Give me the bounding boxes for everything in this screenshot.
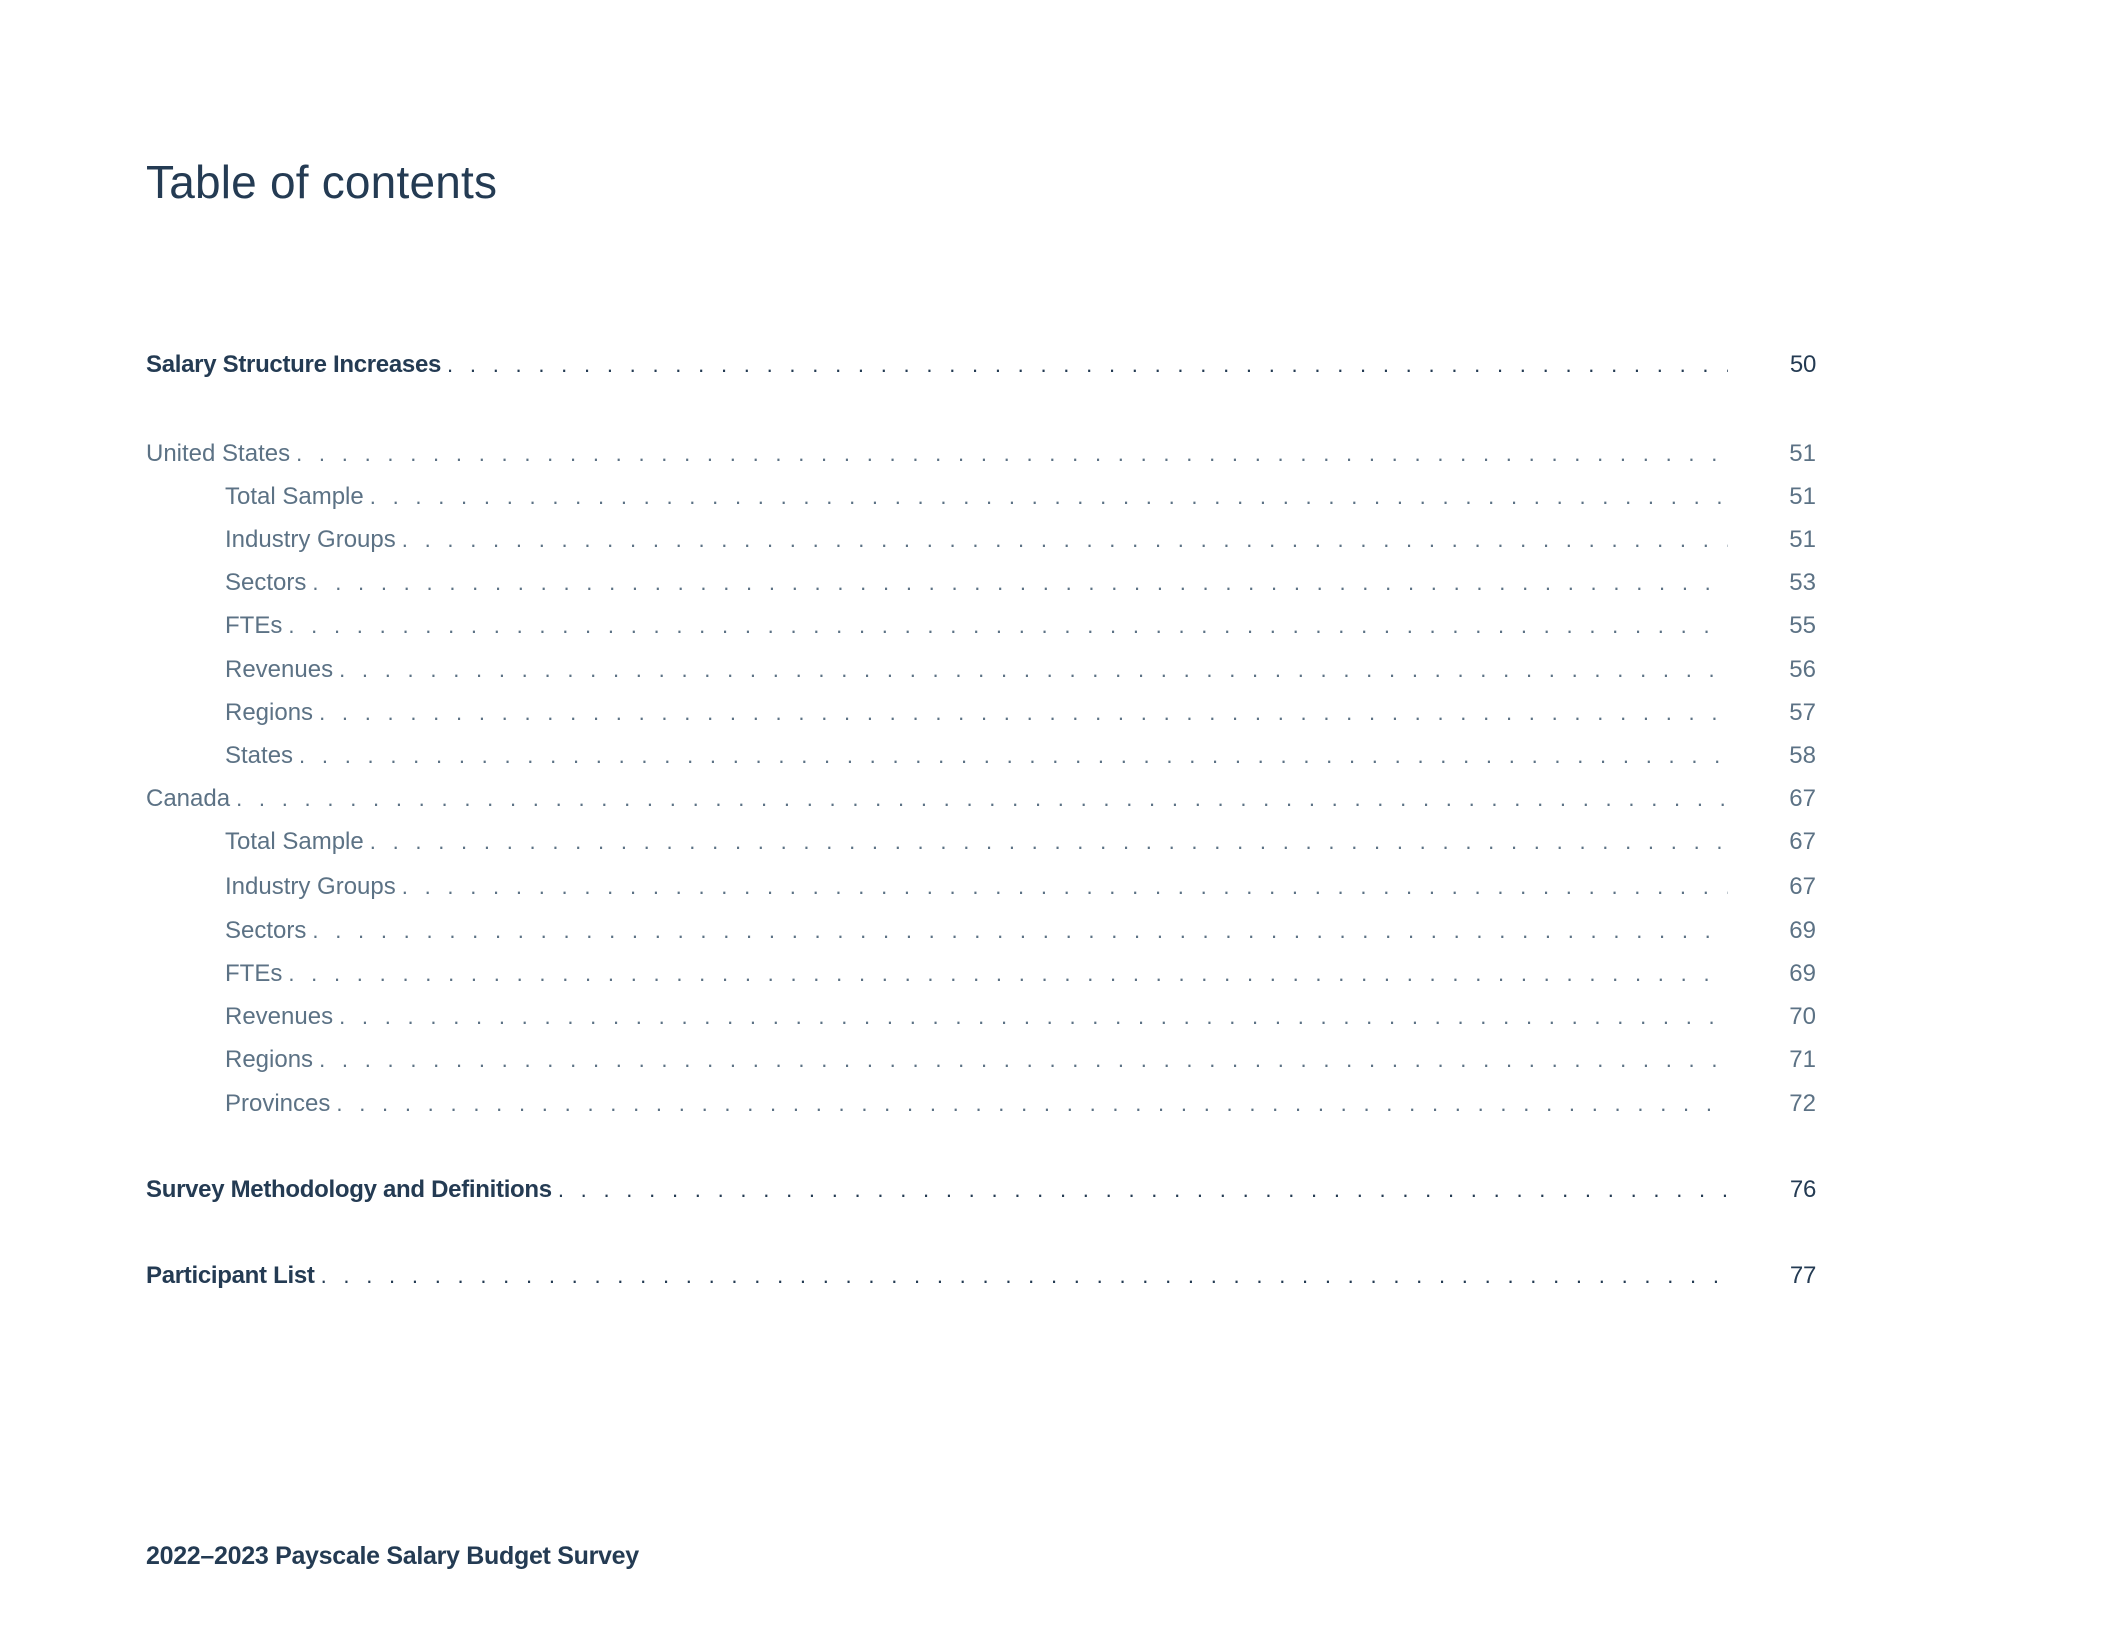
toc-entry-us-regions[interactable] — [146, 699, 1816, 735]
toc-entry-page: 71 — [1789, 1046, 1816, 1073]
dot-leader — [339, 1004, 1728, 1030]
toc-entry-ca-revenues[interactable] — [146, 1003, 1816, 1039]
toc-entry-us-revenues[interactable] — [146, 656, 1816, 692]
dot-leader — [370, 829, 1728, 855]
toc-entry-us-sectors[interactable] — [146, 569, 1816, 605]
dot-leader — [296, 441, 1728, 467]
dot-leader — [288, 613, 1728, 639]
dot-leader — [288, 961, 1728, 987]
toc-entry-label: Total Sample — [225, 828, 364, 855]
page-title: Table of contents — [146, 155, 498, 208]
toc-entry-page: 51 — [1789, 526, 1816, 553]
dot-leader — [558, 1177, 1728, 1203]
toc-entry-participant-list[interactable] — [146, 1262, 1816, 1298]
dot-leader — [299, 743, 1728, 769]
toc-entry-label: Revenues — [225, 656, 334, 683]
toc-entry-page: 67 — [1789, 785, 1816, 812]
dot-leader — [447, 352, 1728, 378]
toc-entry-label: Salary Structure Increases — [146, 351, 442, 378]
toc-entry-label: FTEs — [225, 612, 283, 639]
toc-entry-page: 51 — [1789, 440, 1816, 467]
toc-entry-page: 77 — [1789, 1262, 1816, 1289]
toc-entry-page: 51 — [1789, 483, 1816, 510]
toc-entry-page: 69 — [1789, 917, 1816, 944]
toc-entry-label: Provinces — [225, 1090, 331, 1117]
toc-entry-label: Survey Methodology and Definitions — [146, 1176, 552, 1203]
toc-entry-page: 69 — [1789, 960, 1816, 987]
toc-entry-label: Sectors — [225, 917, 307, 944]
toc-entry-label: Participant List — [146, 1262, 315, 1289]
toc-entry-us-states[interactable] — [146, 742, 1816, 778]
dot-leader — [339, 657, 1728, 683]
toc-entry-label: United States — [146, 440, 291, 467]
toc-entry-canada[interactable] — [146, 785, 1816, 821]
toc-entry-page: 58 — [1789, 742, 1816, 769]
toc-entry-us-total-sample[interactable] — [146, 483, 1816, 519]
dot-leader — [370, 484, 1728, 510]
toc-entry-ca-total-sample[interactable] — [146, 828, 1816, 864]
toc-entry-page: 55 — [1789, 612, 1816, 639]
toc-entry-label: Regions — [225, 1046, 314, 1073]
toc-entry-salary-structure-increases[interactable] — [146, 351, 1816, 387]
toc-entry-ca-ftes[interactable] — [146, 960, 1816, 996]
toc-entry-label: Revenues — [225, 1003, 334, 1030]
toc-entry-label: Regions — [225, 699, 314, 726]
toc-entry-label: Canada — [146, 785, 231, 812]
dot-leader — [319, 1047, 1728, 1073]
toc-entry-page: 67 — [1789, 873, 1816, 900]
dot-leader — [402, 527, 1728, 553]
toc-entry-page: 70 — [1789, 1003, 1816, 1030]
toc-entry-label: FTEs — [225, 960, 283, 987]
dot-leader — [321, 1263, 1728, 1289]
toc-entry-ca-regions[interactable] — [146, 1046, 1816, 1082]
toc-entry-label: States — [225, 742, 294, 769]
document-footer: 2022–2023 Payscale Salary Budget Survey — [146, 1542, 639, 1570]
dot-leader — [312, 918, 1728, 944]
toc-entry-page: 53 — [1789, 569, 1816, 596]
toc-entry-survey-methodology[interactable] — [146, 1176, 1816, 1212]
toc-entry-label: Sectors — [225, 569, 307, 596]
toc-entry-ca-industry-groups[interactable] — [146, 873, 1816, 909]
toc-entry-ca-sectors[interactable] — [146, 917, 1816, 953]
toc-entry-page: 67 — [1789, 828, 1816, 855]
toc-entry-united-states[interactable] — [146, 440, 1816, 476]
toc-entry-label: Industry Groups — [225, 873, 396, 900]
toc-entry-ca-provinces[interactable] — [146, 1090, 1816, 1126]
toc-entry-page: 76 — [1789, 1176, 1816, 1203]
dot-leader — [402, 874, 1728, 900]
toc-entry-page: 57 — [1789, 699, 1816, 726]
dot-leader — [312, 570, 1728, 596]
toc-entry-page: 50 — [1789, 351, 1816, 378]
toc-entry-label: Total Sample — [225, 483, 364, 510]
dot-leader — [236, 786, 1728, 812]
toc-entry-label: Industry Groups — [225, 526, 396, 553]
toc-entry-page: 72 — [1789, 1090, 1816, 1117]
dot-leader — [336, 1091, 1728, 1117]
toc-entry-us-industry-groups[interactable] — [146, 526, 1816, 562]
toc-entry-page: 56 — [1789, 656, 1816, 683]
dot-leader — [319, 700, 1728, 726]
toc-entry-us-ftes[interactable] — [146, 612, 1816, 648]
